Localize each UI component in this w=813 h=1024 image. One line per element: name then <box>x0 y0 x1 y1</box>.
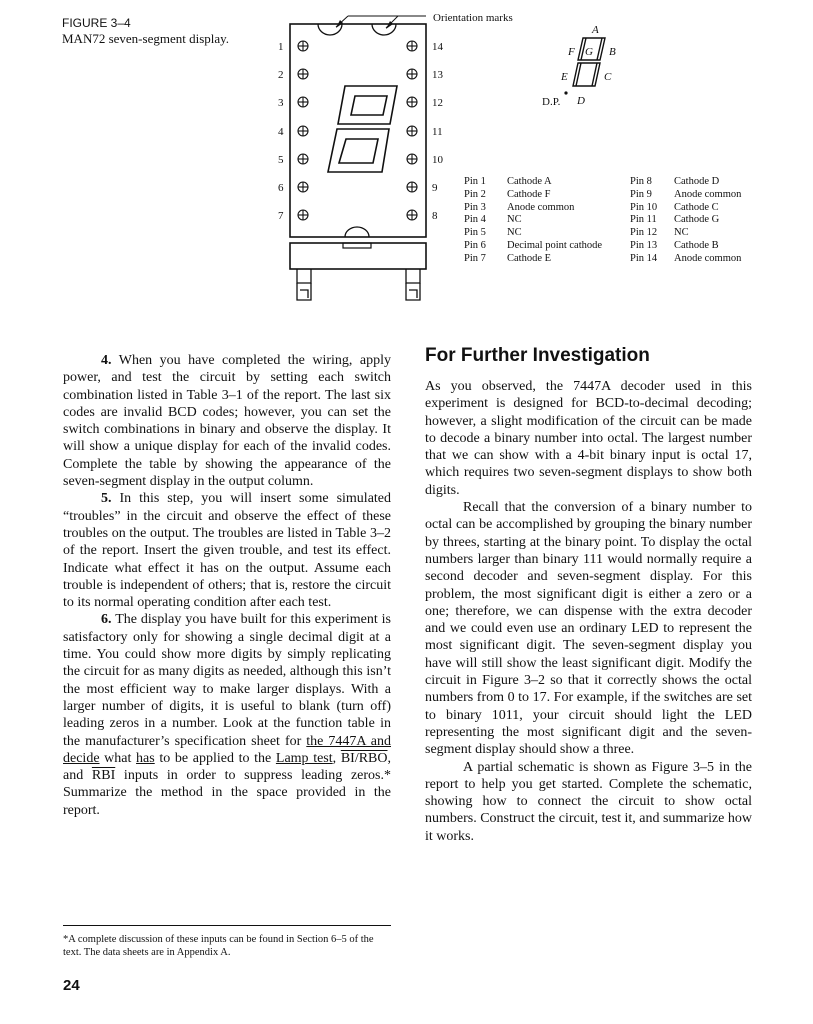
pin-number: Pin 8 <box>630 176 652 187</box>
pin-function: Cathode B <box>674 239 719 251</box>
underlined-text: has <box>136 750 155 766</box>
pin-number: Pin 14 <box>630 252 658 264</box>
left-pins <box>278 41 284 222</box>
pin-function: NC <box>507 227 522 239</box>
pin-function: Decimal point cathode <box>507 239 603 251</box>
page-number: 24 <box>63 977 80 994</box>
segment-label-b: B <box>609 46 616 58</box>
step-4-paragraph <box>63 352 391 490</box>
underlined-text: the 7447A and decide <box>63 733 391 766</box>
pin-function: Cathode D <box>674 176 720 187</box>
pin-label-10: 10 <box>432 154 443 166</box>
pin-label-5: 5 <box>278 154 284 166</box>
pin-function: NC <box>674 227 689 239</box>
segment-label-dp: D.P. <box>542 96 561 108</box>
pin-label-9: 9 <box>432 182 438 194</box>
pin-number: Pin 5 <box>464 227 486 239</box>
pin-label-4: 4 <box>278 126 284 138</box>
pin-number: Pin 13 <box>630 239 658 251</box>
pin-function: Cathode E <box>507 252 552 264</box>
pin-label-13: 13 <box>432 69 443 81</box>
right-pins <box>432 41 444 222</box>
pin-number: Pin 10 <box>630 201 658 213</box>
pin-number: Pin 12 <box>630 227 658 239</box>
package-leads <box>297 269 420 300</box>
underlined-text: Lamp test <box>275 750 333 766</box>
pin-function: Anode common <box>674 252 742 264</box>
orientation-marks-label: Orientation marks <box>433 12 513 24</box>
segment-label-f: F <box>568 46 575 58</box>
figure-label: FIGURE 3–4 <box>62 16 131 30</box>
paragraph: Recall that the conversion of a binary number to octal can be accomplished by grouping the binary number by threes, starting at the binary point. To display the octal numbers larger than binary 111 would normally require a second decoder and seven-segment display. For this problem, the most significant digit is either a zero or a one; therefore, we can dispense with the extra decoder and we could even use an ordinary LED to represent the most significant digit. The seven-segment display you have will still show the least significant digit. Modify the circuit in Figure 3–2 so that it correctly shows the octal numbers from 0 to 17. For example, if the switches are set to binary 1011, your circuit should light the LED representing the most significant digit and the seven-segment display should show a three. <box>425 500 752 758</box>
bottom-notch <box>345 227 369 237</box>
pin-label-1: 1 <box>278 41 284 53</box>
pin-label-6: 6 <box>278 182 284 194</box>
pin-function: Cathode F <box>507 188 551 200</box>
segment-label-e: E <box>561 71 568 83</box>
package-base <box>290 243 426 269</box>
pin-number: Pin 6 <box>464 239 486 251</box>
pin-number: Pin 7 <box>464 252 486 264</box>
overlined-signal: BI/RBO <box>340 750 388 766</box>
pin-label-12: 12 <box>432 97 443 109</box>
step-text: to be applied to the <box>154 750 276 766</box>
pin-function: Anode common <box>674 188 742 200</box>
orientation-notch-right <box>372 24 396 35</box>
pin-label-3: 3 <box>278 97 284 109</box>
pin-number: Pin 9 <box>630 188 652 200</box>
seven-segment-figure <box>0 0 813 320</box>
step-number: 5. <box>101 491 112 507</box>
paragraph: As you observed, the 7447A decoder used in this experiment is designed for BCD-to-decimal decoding; however, a slight modification of the circuit can be made to decode a binary number into octal. The largest number that we can show with a 4-bit binary input is octal 17, which requires two seven-segment displays to show both digits. <box>425 379 752 498</box>
segment-label-a: A <box>592 24 599 36</box>
segment-label-c: C <box>604 71 612 83</box>
pin-number: Pin 11 <box>630 214 657 226</box>
figure-caption: MAN72 seven-segment display. <box>62 31 230 46</box>
overlined-signal: $\overline{RBI}$ <box>91 768 116 784</box>
pin-label-11: 11 <box>432 126 443 138</box>
footnote-divider <box>63 925 391 926</box>
segment-label-d: D <box>577 95 585 107</box>
pin-label-7: 7 <box>278 210 284 222</box>
step-text: , <box>332 750 341 766</box>
step-text: and <box>63 768 92 784</box>
step-number: 6. <box>101 612 112 628</box>
pin-label-14: 14 <box>432 41 443 53</box>
left-column <box>63 352 391 819</box>
right-column <box>425 378 752 845</box>
step-text: In this step, you will insert some simulated “troubles” in the circuit and observe the effect of these troubles on the output. The troubles are listed in Table 3–2 of the report. Insert the given trouble, and test its effect. Indicate what effect it has on the output. Assume each trouble is independent of others; that is, restore the circuit to its normal operating condition after each test. <box>63 491 392 611</box>
pin-function: Anode common <box>507 201 575 213</box>
step-text: , <box>387 750 391 766</box>
pin-number: Pin 1 <box>464 176 486 187</box>
step-5-paragraph <box>63 490 391 611</box>
pin-function: Cathode A <box>507 176 552 187</box>
step-text: inputs in order to suppress leading zeros.* Summarize the method in the space provided in the report. <box>63 768 392 818</box>
package-body <box>290 24 426 237</box>
pin-label-2: 2 <box>278 69 284 81</box>
pin-number: Pin 3 <box>464 201 486 213</box>
section-heading: For Further Investigation <box>425 345 650 366</box>
footnote: *A complete discussion of these inputs can be found in Section 6–5 of the text. The data sheets are in Appendix A. <box>63 934 374 958</box>
pin-number: Pin 4 <box>464 214 486 226</box>
step-6-paragraph <box>63 611 391 819</box>
pin-function: Cathode C <box>674 201 719 213</box>
pin-label-8: 8 <box>432 210 438 222</box>
pin-function: NC <box>507 214 522 226</box>
digit-outline <box>328 86 397 172</box>
segment-label-g: G <box>585 46 593 58</box>
step-text: When you have completed the wiring, apply power, and test the circuit by setting each switch combination listed in Table 3–1 of the report. The last six codes are invalid BCD codes; however, you can set the switch combinations in binary and observe the display. It will show a unique display for each of the invalid codes. Complete the table by showing the appearance of the seven-segment display in the output column. <box>63 353 391 490</box>
pin-pads <box>298 41 417 220</box>
pin-assignment-table <box>464 176 764 266</box>
step-number: 4. <box>101 353 112 368</box>
pin-function: Cathode G <box>674 214 720 226</box>
step-text: The display you have built for this experiment is satisfactory only for showing a single decimal digit at a time. You could show more digits by simply replicating the circuit for as many digits as needed, although this isn’t the most efficient way to make larger displays. With a larger number of digits, it is useful to blank (turn off) leading zeros in a number. Look at the function table in the manufacturer’s specification sheet for <box>63 612 391 749</box>
decimal-point <box>564 91 567 94</box>
step-text: what <box>99 750 137 766</box>
paragraph: A partial schematic is shown as Figure 3–5 in the report to help you get started. Complete the schematic, showing how to connect the circuit to show octal numbers. Construct the circuit, test it, and summarize how it works. <box>425 759 752 844</box>
pin-number: Pin 2 <box>464 188 486 200</box>
